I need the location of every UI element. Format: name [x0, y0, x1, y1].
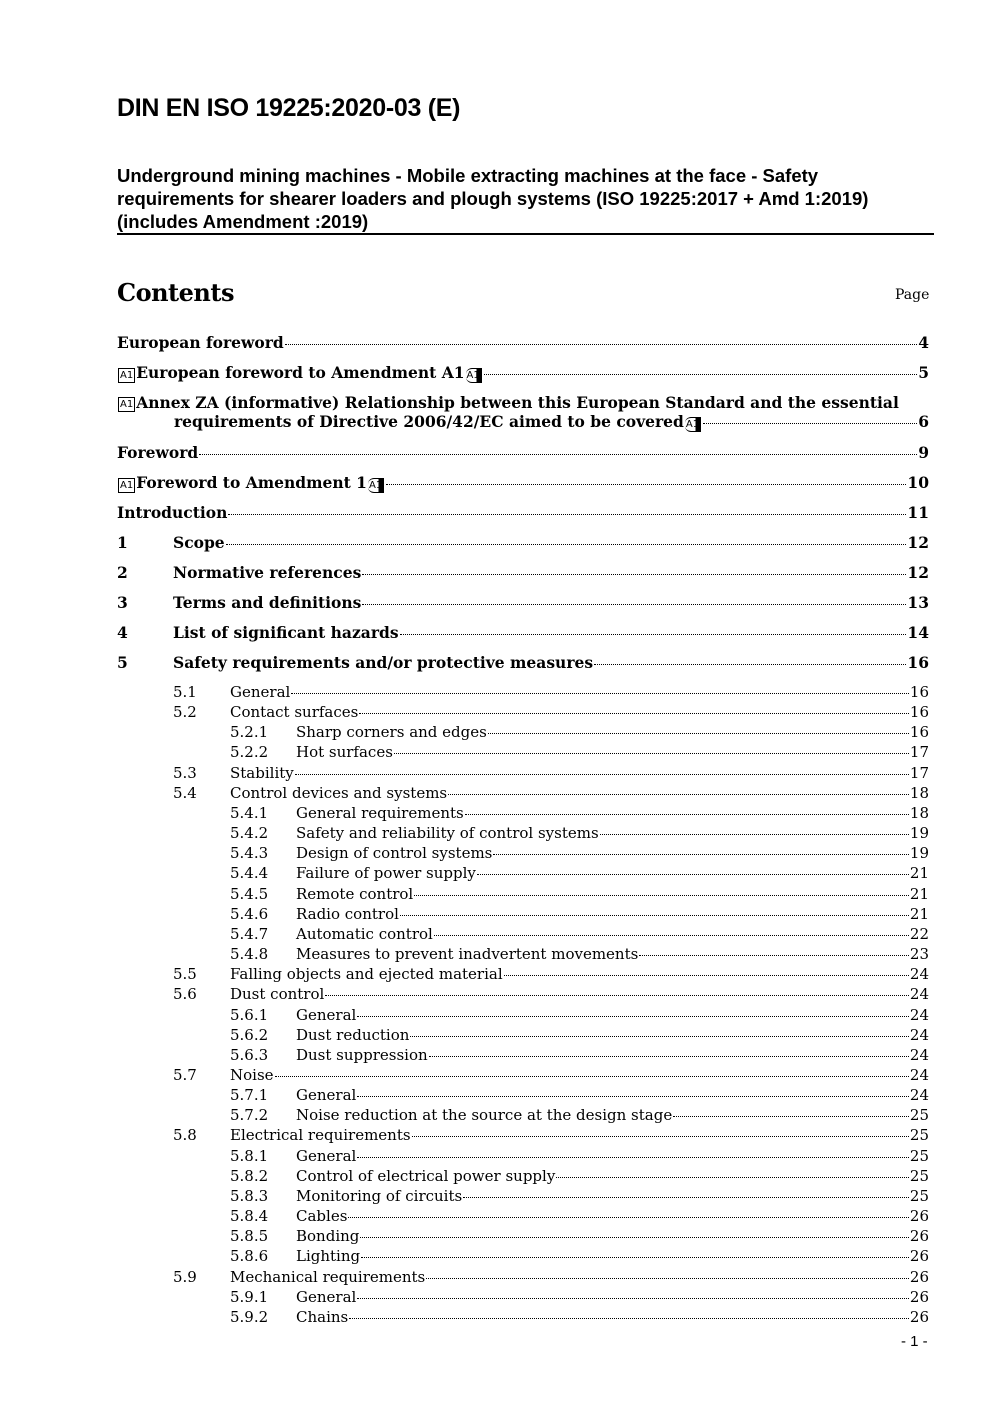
toc-entry[interactable] [117, 1288, 929, 1308]
toc-entry[interactable] [117, 393, 929, 443]
toc-entry[interactable] [117, 683, 929, 703]
dot-leader [703, 423, 917, 424]
toc-entry-title: Introduction [117, 503, 228, 522]
toc-page-number: 24 [909, 1005, 929, 1024]
toc-entry-title: Dust control [230, 985, 325, 1004]
toc-entry-number: 5 [117, 653, 128, 672]
toc-entry-title: List of significant hazards [173, 623, 399, 642]
toc-entry-title: Failure of power supply [296, 864, 476, 883]
toc-page-number: 22 [909, 924, 929, 943]
toc-entry-title: Dust reduction [296, 1025, 410, 1044]
toc-page-number: 16 [909, 723, 929, 742]
toc-page-number: 26 [909, 1207, 929, 1226]
toc-entry-title: General [296, 1287, 357, 1306]
toc-entry-number: 5.8.4 [230, 1207, 269, 1226]
toc-entry[interactable] [117, 804, 929, 824]
toc-entry[interactable] [117, 503, 929, 533]
toc-entry[interactable] [117, 533, 929, 563]
toc-page-number: 21 [909, 864, 929, 883]
toc-page-number: 24 [909, 1086, 929, 1105]
dot-leader [410, 1036, 908, 1037]
toc-entry-number: 5.7.2 [230, 1106, 269, 1125]
dot-leader [291, 693, 909, 694]
toc-entry-title: Dust suppression [296, 1045, 428, 1064]
dot-leader [275, 1076, 909, 1077]
toc-entry-number: 2 [117, 563, 128, 582]
toc-page-number: 14 [907, 623, 929, 642]
toc-entry-title: Bonding [296, 1227, 360, 1246]
toc-page-number: 18 [909, 803, 929, 822]
dot-leader [493, 854, 909, 855]
toc-entry-title: General [296, 1005, 357, 1024]
dot-leader [199, 454, 917, 455]
toc-entry[interactable] [117, 593, 929, 623]
page-number: - 1 - [901, 1333, 928, 1350]
toc-entry[interactable] [117, 1086, 929, 1106]
toc-entry-title: Safety and reliability of control systems [296, 824, 599, 843]
toc-entry-title: Normative references [173, 563, 362, 582]
toc-page-number: 24 [909, 1065, 929, 1084]
dot-leader [673, 1116, 909, 1117]
toc-entry[interactable] [117, 905, 929, 925]
toc-entry[interactable] [117, 1207, 929, 1227]
toc-entry-title: Monitoring of circuits [296, 1186, 463, 1205]
toc-entry-title: Chains [296, 1307, 349, 1326]
toc-page-number: 25 [909, 1106, 929, 1125]
dot-leader [448, 794, 909, 795]
toc-entry-title: Stability [230, 763, 294, 782]
toc-entry-number: 5.8 [173, 1126, 197, 1145]
dot-leader [414, 895, 909, 896]
toc-page-number: 12 [907, 563, 929, 582]
toc-page-number: 13 [907, 593, 929, 612]
toc-entry-number: 5.3 [173, 763, 197, 782]
toc-page-number: 18 [909, 783, 929, 802]
toc-entry[interactable] [117, 743, 929, 763]
dot-leader [426, 1278, 909, 1279]
toc-entry-title: Control devices and systems [230, 783, 448, 802]
toc-page-number: 26 [909, 1247, 929, 1266]
toc-entry-title: European foreword to Amendment A1 [136, 363, 465, 382]
toc-page-number: 4 [918, 333, 929, 352]
dot-leader [362, 574, 906, 575]
toc-entry[interactable] [117, 1066, 929, 1086]
toc-entry-number: 5.7.1 [230, 1086, 269, 1105]
toc-entry-title: General requirements [296, 803, 464, 822]
toc-entry-number: 4 [117, 623, 128, 642]
toc-entry-number: 5.2.1 [230, 723, 269, 742]
dot-leader [228, 514, 906, 515]
dot-leader [386, 484, 906, 485]
toc-entry-title: Foreword to Amendment 1 [136, 473, 367, 492]
toc-page-number: 21 [909, 884, 929, 903]
toc-entry-title: Lighting [296, 1247, 361, 1266]
toc-entry-title: Sharp corners and edges [296, 723, 487, 742]
toc-page-number: 23 [909, 945, 929, 964]
toc-entry-number: 5.4.4 [230, 864, 269, 883]
toc-entry-number: 5.8.6 [230, 1247, 269, 1266]
toc-entry-title: Hot surfaces [296, 743, 393, 762]
toc-entry-title: Design of control systems [296, 844, 493, 863]
toc-entry-title: Remote control [296, 884, 414, 903]
toc-page-number: 25 [909, 1146, 929, 1165]
page-column-label: Page [895, 287, 930, 303]
toc-entry-number: 5.6 [173, 985, 197, 1004]
toc-page-number: 26 [909, 1287, 929, 1306]
title-divider [117, 233, 934, 235]
document-subtitle: Underground mining machines - Mobile extracting machines at the face - Safety requirements for shearer loaders and plough systems (ISO 19225:2017 + Amd 1:2019) (includes Amendment :2019) [117, 165, 869, 232]
toc-entry-title: Mechanical requirements [230, 1267, 426, 1286]
toc-entry-number: 5.4.7 [230, 924, 269, 943]
toc-entry-number: 5.7 [173, 1065, 197, 1084]
dot-leader [477, 874, 909, 875]
toc-page-number: 16 [907, 653, 929, 672]
toc-entry-title-line1 [117, 393, 929, 412]
toc-entry-title: Noise [230, 1065, 274, 1084]
toc-entry[interactable] [117, 473, 929, 503]
dot-leader [556, 1177, 909, 1178]
dot-leader [412, 1136, 909, 1137]
toc-entry[interactable] [117, 1006, 929, 1026]
toc-entry[interactable] [117, 1247, 929, 1267]
toc-entry-title: Electrical requirements [230, 1126, 411, 1145]
toc-entry[interactable] [117, 1106, 929, 1126]
toc-entry[interactable] [117, 1227, 929, 1247]
toc-entry-number: 5.2.2 [230, 743, 269, 762]
toc-entry[interactable] [117, 824, 929, 844]
dot-leader [600, 834, 909, 835]
dot-leader [357, 1016, 909, 1017]
dot-leader [357, 1298, 909, 1299]
toc-entry[interactable] [117, 333, 929, 363]
amendment-start-marker-icon: A1 [120, 480, 134, 491]
toc-entry-title: General [296, 1146, 357, 1165]
toc-page-number: 19 [909, 824, 929, 843]
toc-page-number: 21 [909, 904, 929, 923]
amendment-start-marker-icon: A1 [120, 370, 134, 381]
toc-entry-title: Scope [173, 533, 225, 552]
toc-page-number: 26 [909, 1227, 929, 1246]
dot-leader [349, 1318, 909, 1319]
toc-entry-number: 5.4.2 [230, 824, 269, 843]
toc-entry-number: 5.6.3 [230, 1045, 269, 1064]
dot-leader [359, 713, 909, 714]
toc-entry-title: General [296, 1086, 357, 1105]
toc-entry-number: 3 [117, 593, 128, 612]
toc-entry[interactable] [117, 363, 929, 393]
toc-entry[interactable] [117, 1167, 929, 1187]
table-of-contents [117, 333, 929, 1328]
dot-leader [285, 344, 917, 345]
toc-entry-title: General [230, 683, 291, 701]
toc-page-number: 25 [909, 1126, 929, 1145]
toc-page-number: 24 [909, 985, 929, 1004]
toc-entry-title: Contact surfaces [230, 703, 359, 722]
toc-page-number: 25 [909, 1166, 929, 1185]
toc-entry-number: 5.9.1 [230, 1287, 269, 1306]
toc-entry[interactable] [117, 1046, 929, 1066]
dot-leader [504, 975, 909, 976]
toc-entry-number: 5.8.1 [230, 1146, 269, 1165]
toc-page-number: 24 [909, 965, 929, 984]
toc-page-number: 17 [909, 743, 929, 762]
toc-entry-title: Foreword [117, 443, 199, 462]
toc-page-number: 25 [909, 1186, 929, 1205]
document-title: DIN EN ISO 19225:2020-03 (E) [117, 94, 461, 122]
toc-page-number: 10 [907, 473, 929, 492]
toc-entry-title: Noise reduction at the source at the design stage [296, 1106, 673, 1125]
dot-leader [400, 915, 909, 916]
toc-entry-title: Radio control [296, 904, 399, 923]
toc-entry-title-continued: requirements of Directive 2006/42/EC aimed to be covered [174, 412, 684, 431]
toc-entry-number: 5.5 [173, 965, 197, 984]
dot-leader [429, 1056, 909, 1057]
toc-entry-number: 5.2 [173, 703, 197, 722]
toc-entry-number: 5.8.3 [230, 1186, 269, 1205]
toc-entry[interactable] [117, 653, 929, 683]
toc-entry[interactable] [117, 864, 929, 884]
toc-page-number: 9 [918, 443, 929, 462]
toc-entry-number: 5.9 [173, 1267, 197, 1286]
dot-leader [357, 1157, 909, 1158]
dot-leader [362, 604, 906, 605]
toc-page-number: 24 [909, 1045, 929, 1064]
toc-entry-title: Terms and definitions [173, 593, 362, 612]
toc-entry[interactable] [117, 925, 929, 945]
toc-entry-title: Falling objects and ejected material [230, 965, 503, 984]
dot-leader [434, 935, 909, 936]
toc-entry-number: 5.4.3 [230, 844, 269, 863]
dot-leader [594, 664, 906, 665]
toc-entry-number: 5.6.1 [230, 1005, 269, 1024]
toc-entry[interactable] [117, 1147, 929, 1167]
dot-leader [463, 1197, 909, 1198]
toc-entry-number: 5.4 [173, 783, 197, 802]
toc-entry-number: 5.1 [173, 683, 197, 701]
contents-heading: Contents [117, 278, 234, 307]
toc-entry[interactable] [117, 1126, 929, 1146]
toc-entry-title-line2 [117, 412, 929, 432]
toc-entry[interactable] [117, 844, 929, 864]
toc-entry-number: 5.4.8 [230, 945, 269, 964]
toc-page-number: 5 [918, 363, 929, 382]
toc-entry[interactable] [117, 1187, 929, 1207]
dot-leader [325, 995, 909, 996]
toc-entry-number: 5.9.2 [230, 1307, 269, 1326]
dot-leader [226, 544, 907, 545]
dot-leader [488, 733, 909, 734]
toc-entry[interactable] [117, 563, 929, 593]
toc-page-number: 16 [909, 683, 929, 701]
toc-entry-title: Control of electrical power supply [296, 1166, 556, 1185]
amendment-end-marker-icon: A1 [368, 480, 383, 491]
toc-entry[interactable] [117, 784, 929, 804]
dot-leader [639, 955, 909, 956]
toc-entry-number: 5.4.5 [230, 884, 269, 903]
toc-entry[interactable] [117, 723, 929, 743]
amendment-end-marker-icon: A1 [466, 370, 480, 381]
toc-entry-number: 5.6.2 [230, 1025, 269, 1044]
dot-leader [357, 1096, 909, 1097]
toc-entry-title: Annex ZA (informative) Relationship between this European Standard and the essential [136, 393, 899, 412]
toc-entry[interactable] [117, 965, 929, 985]
toc-page-number: 16 [909, 703, 929, 722]
toc-entry-number: 5.8.2 [230, 1166, 269, 1185]
toc-entry-title: Measures to prevent inadvertent movements [296, 945, 639, 964]
toc-entry-title: Safety requirements and/or protective measures [173, 653, 594, 672]
toc-page-number: 24 [909, 1025, 929, 1044]
toc-page-number: 26 [909, 1267, 929, 1286]
amendment-start-marker-icon: A1 [120, 399, 134, 410]
toc-entry-number: 5.4.1 [230, 803, 269, 822]
toc-entry[interactable] [117, 985, 929, 1005]
toc-entry-title: European foreword [117, 333, 284, 352]
toc-entry-number: 5.8.5 [230, 1227, 269, 1246]
toc-entry[interactable] [117, 885, 929, 905]
dot-leader [400, 634, 907, 635]
toc-entry-title: Cables [296, 1207, 348, 1226]
dot-leader [348, 1217, 909, 1218]
amendment-end-marker-icon: A1 [685, 419, 700, 430]
toc-page-number: 26 [909, 1307, 929, 1326]
dot-leader [465, 814, 909, 815]
toc-entry-title: Automatic control [296, 924, 433, 943]
toc-entry[interactable] [117, 703, 929, 723]
toc-entry-number: 5.4.6 [230, 904, 269, 923]
dot-leader [360, 1237, 909, 1238]
toc-page-number: 6 [918, 412, 929, 431]
dot-leader [361, 1257, 909, 1258]
toc-entry[interactable] [117, 623, 929, 653]
dot-leader [394, 753, 909, 754]
dot-leader [484, 374, 917, 375]
toc-entry[interactable] [117, 764, 929, 784]
toc-entry[interactable] [117, 443, 929, 473]
toc-entry[interactable] [117, 1268, 929, 1288]
toc-page-number: 19 [909, 844, 929, 863]
toc-page-number: 11 [907, 503, 929, 522]
dot-leader [295, 774, 909, 775]
toc-entry[interactable] [117, 1308, 929, 1328]
toc-page-number: 17 [909, 763, 929, 782]
toc-entry[interactable] [117, 1026, 929, 1046]
toc-entry[interactable] [117, 945, 929, 965]
toc-entry-number: 1 [117, 533, 128, 552]
toc-page-number: 12 [907, 533, 929, 552]
